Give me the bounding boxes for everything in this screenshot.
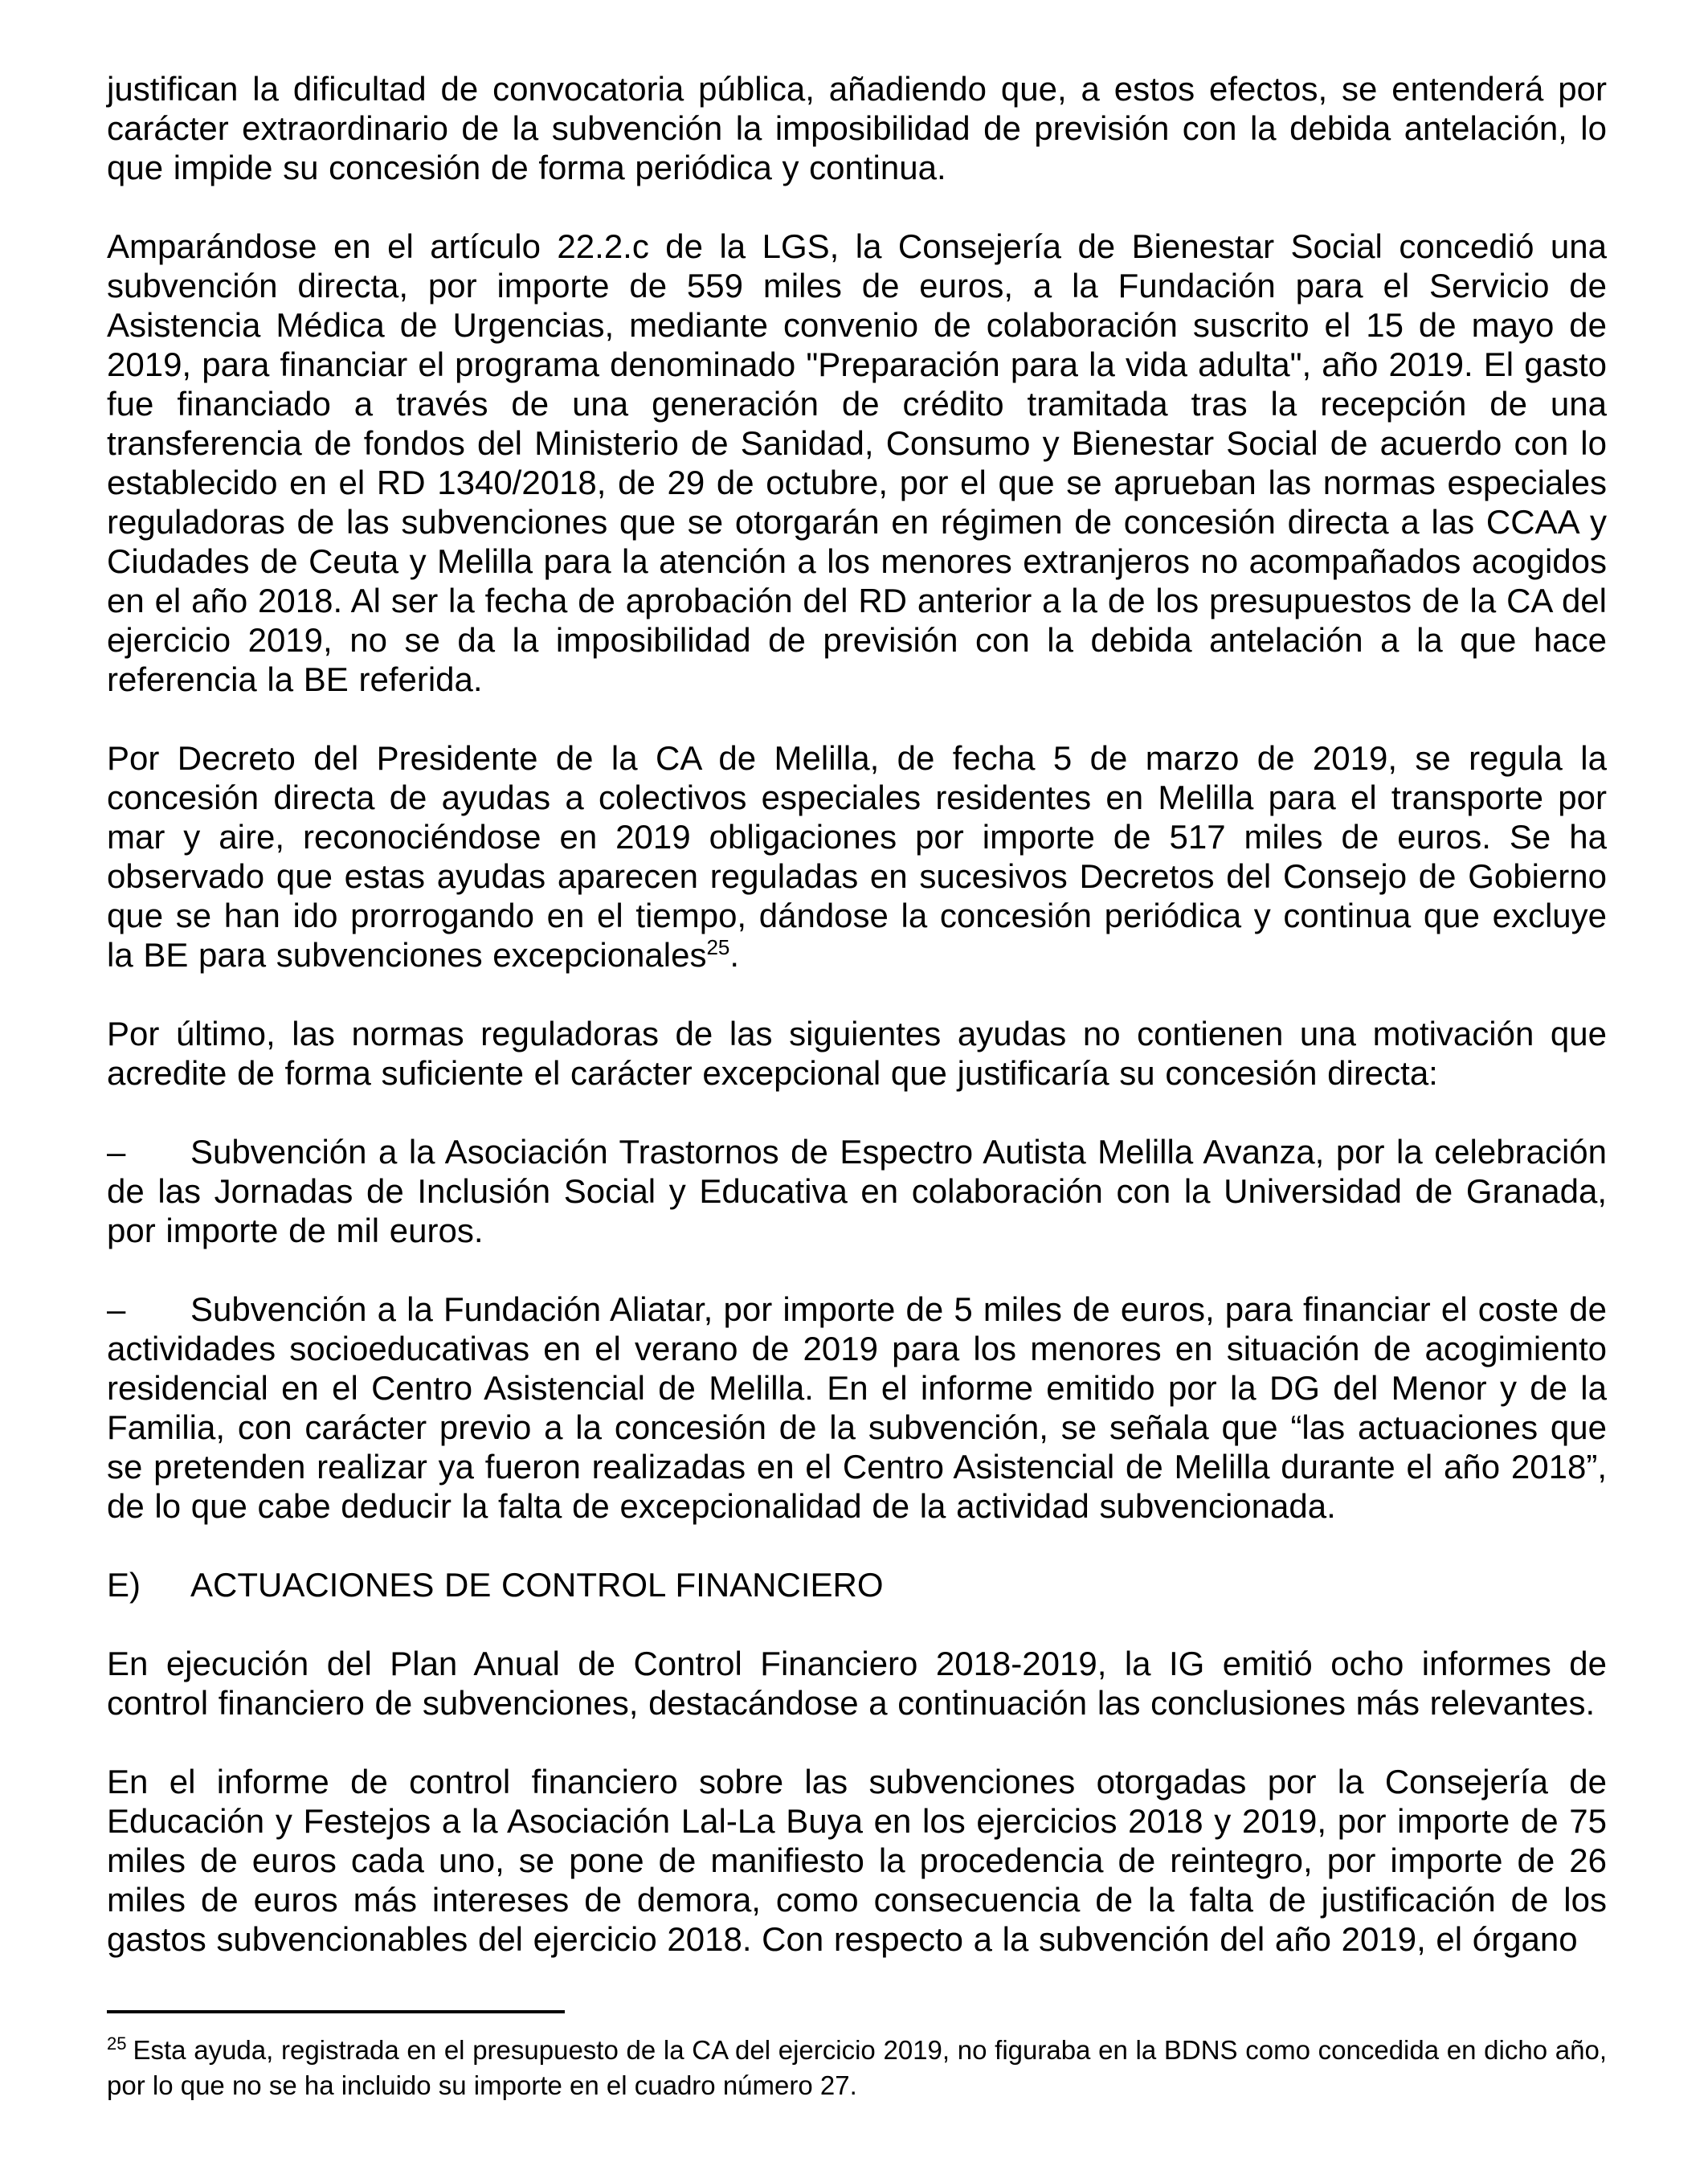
paragraph-3: [107, 738, 1607, 975]
section-heading-label: E): [107, 1566, 141, 1604]
section-heading-title: ACTUACIONES DE CONTROL FINANCIERO: [190, 1566, 884, 1604]
bullet-dash: –: [107, 1290, 126, 1328]
footnote: [107, 2033, 1607, 2103]
paragraph-1: justifican la dificultad de convocatoria pública, añadiendo que, a estos efectos, se entenderá por carácter extraordinario de la subvención la imposibilidad de previsión con la debida antelación, lo que impide su concesión de forma periódica y continua.: [107, 70, 1607, 186]
paragraph-5: En ejecución del Plan Anual de Control Financiero 2018-2019, la IG emitió ocho informes de control financiero de subvenciones, destacándose a continuación las conclusiones más relevantes.: [107, 1645, 1607, 1722]
bullet-item-1-text: Subvención a la Asociación Trastornos de Espectro Autista Melilla Avanza, por la celebración de las Jornadas de Inclusión Social y Educativa en colaboración con la Universidad de Granada, por importe de mil euros.: [107, 1133, 1607, 1249]
section-heading: [107, 1565, 1607, 1604]
paragraph-6: En el informe de control financiero sobre las subvenciones otorgadas por la Consejería de Educación y Festejos a la Asociación Lal-La Buya en los ejercicios 2018 y 2019, por importe de 75 miles de euros cada uno, se pone de manifiesto la procedencia de reintegro, por importe de 26 miles de euros más intereses de demora, como consecuencia de la falta de justificación de los gastos subvencionables del ejercicio 2018. Con respecto a la subvención del año 2019, el órgano: [107, 1763, 1607, 1958]
bullet-dash: –: [107, 1133, 126, 1171]
bullet-item-2: [107, 1289, 1607, 1526]
footnote-separator: [107, 2010, 565, 2013]
footnote-area: [107, 2010, 1607, 2103]
bullet-item-2-text: Subvención a la Fundación Aliatar, por importe de 5 miles de euros, para financiar el coste de actividades socioeducativas en el verano de 2019 para los menores en situación de acogimiento residencial en el Centro Asistencial de Melilla. En el informe emitido por la DG del Menor y de la Familia, con carácter previo a la concesión de la subvención, se señala que “las actuaciones que se pretenden realizar ya fueron realizadas en el Centro Asistencial de Melilla durante el año 2018”, de lo que cabe deducir la falta de excepcionalidad de la actividad subvencionada.: [107, 1290, 1607, 1525]
document-body: [107, 69, 1607, 1998]
paragraph-3-text: Por Decreto del Presidente de la CA de Melilla, de fecha 5 de marzo de 2019, se regula la concesión directa de ayudas a colectivos especiales residentes en Melilla para el transporte por mar y aire, reconociéndose en 2019 obligaciones por importe de 517 miles de euros. Se ha observado que estas ayudas aparecen reguladas en sucesivos Decretos del Consejo de Gobierno que se han ido prorrogando en el tiempo, dándose la concesión periódica y continua que excluye la BE para subvenciones excepcionales: [107, 739, 1607, 974]
paragraph-4: Por último, las normas reguladoras de las siguientes ayudas no contienen una motivación que acredite de forma suficiente el carácter excepcional que justificaría su concesión directa:: [107, 1015, 1607, 1092]
footnote-text: Esta ayuda, registrada en el presupuesto de la CA del ejercicio 2019, no figuraba en la BDNS como concedida en dicho año, por lo que no se ha incluido su importe en el cuadro número 27.: [107, 2035, 1607, 2100]
paragraph-3-period: .: [729, 936, 740, 974]
bullet-item-1: [107, 1132, 1607, 1250]
footnote-marker: 25: [107, 2033, 127, 2054]
paragraph-2: Amparándose en el artículo 22.2.c de la LGS, la Consejería de Bienestar Social concedió una subvención directa, por importe de 559 miles de euros, a la Fundación para el Servicio de Asistencia Médica de Urgencias, mediante convenio de colaboración suscrito el 15 de mayo de 2019, para financiar el programa denominado "Preparación para la vida adulta", año 2019. El gasto fue financiado a través de una generación de crédito tramitada tras la recepción de una transferencia de fondos del Ministerio de Sanidad, Consumo y Bienestar Social de acuerdo con lo establecido en el RD 1340/2018, de 29 de octubre, por el que se aprueban las normas especiales reguladoras de las subvenciones que se otorgarán en régimen de concesión directa a las CCAA y Ciudades de Ceuta y Melilla para la atención a los menores extranjeros no acompañados acogidos en el año 2018. Al ser la fecha de aprobación del RD anterior a la de los presupuestos de la CA del ejercicio 2019, no se da la imposibilidad de previsión con la debida antelación a la que hace referencia la BE referida.: [107, 227, 1607, 698]
footnote-reference-25: 25: [706, 935, 730, 959]
